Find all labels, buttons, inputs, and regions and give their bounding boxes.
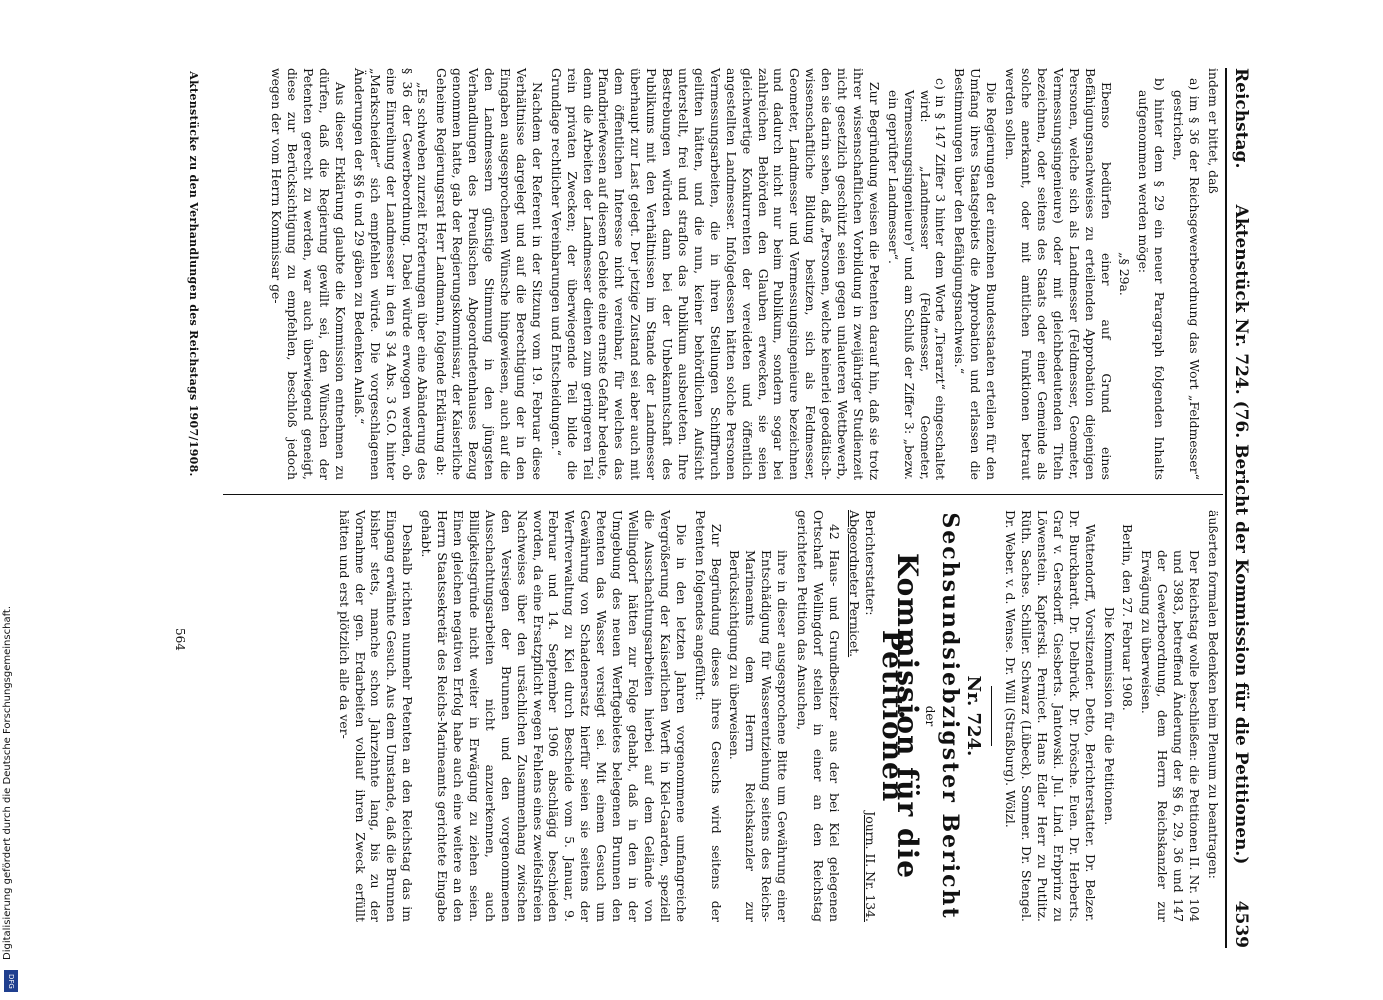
paragraph: indem er bittet, daß bbox=[1206, 68, 1221, 194]
header-center: Aktenstück Nr. 724. (76. Bericht der Kommission für die Petitionen.) bbox=[1231, 204, 1251, 865]
document-number: Nr. 724. bbox=[963, 675, 985, 757]
reporter-name: Abgeordneter Pernicet. bbox=[846, 510, 862, 658]
paragraph: c) in § 147 Ziffer 3 hinter dem Worte „Tierarzt“ eingeschaltet wird: „Landmesser (Feldmesser, Geometer, Vermessungsingenieure)“ und am Schluß der Ziffer 3: „bezw. ein geprüfter Landmesser“. bbox=[885, 78, 949, 480]
paragraph: Der Reichstag wolle beschließen: die Petitionen II. Nr. 104 und 3983, betreffend Änderung der §§ 6, 29, 36 und 147 der Gewerbeordnung, dem Herrn Reichskanzler zur Erwägung zu überweisen. bbox=[1139, 550, 1203, 922]
left-column bbox=[265, 68, 1221, 480]
title-der: der bbox=[923, 705, 938, 727]
paragraph: Nachdem der Referent in der Sitzung vom 19. Februar diese Verhältnisse dargelegt und auf die Berechtigung der in den Eingaben ausgesprochenen Wünsche hingewiesen, auch auf die den Landmessern günstige Stimmung in den jüngsten Verhandlungen des Preußischen Abgeordnetenhauses Bezug genommen hatte, gab der Regierungskommissar, der Kaiserliche Geheime Regierungsrat Herr Landmann, folgende Erklärung ab: bbox=[434, 68, 545, 480]
header-left: Reichstag. bbox=[1231, 68, 1251, 169]
commission-title: Kommission für die Petitionen bbox=[875, 552, 925, 880]
dfg-logo: DFG bbox=[4, 970, 18, 992]
paragraph: Die in den letzten Jahren vorgenommene umfangreiche Vergrößerung der Kaiserlichen Werft in Kiel-Gaarden, speziell die Ausschachtungsarbeiten hierbei auf dem Gelände von Wellingdorf hätten zur Folge gehabt, daß in den in der Umgebung des neuen Werftgebietes belegenen Brunnen den Petenten das Wasser versiegt sei. Mit einem Gesuch um Gewährung von Schadenersatz hierfür seien sie seitens der Werftverwaltung zu Kiel durch Bescheide vom 5. Januar, 9. Februar und 14. September 1906 abschlägig beschieden worden, da eine Ersatzpflicht wegen Fehlens eines zweifelsfreien Nachweises über den ursächlichen Zusammenhang zwischen den Versiegen der Brunnen und den vorgenommenen Ausschachtungsarbeiten nicht anzuerkennen, auch Billigkeitsgründe nicht weiter in Erwägung zu ziehen seien. Einen gleichen negativen Erfolg habe auch eine weitere an den Herrn Staatssekretär des Reichs-Marineamts gerichtete Eingabe gehabt. bbox=[419, 510, 689, 922]
right-column bbox=[333, 510, 1221, 922]
paragraph: Wattendorff, Vorsitzender. Detto, Berichterstatter. Dr. Belzer. Dr. Burckhardt. Dr. Delbrück. Dr. Drösche. Euen. Dr. Herberts. Graf v. Gersdorff. Giesberts. Jantowski. Jul. Lind. Erbprinz zu Löwenstein. Kapferski. Pernicet. Hans Edler Herr zu Putlitz. Rüth. Sachse. Schiller. Schwarz (Lübeck). Sommer. Dr. Stengel. Dr. Weber. v. d. Wense. Dr. Will (Straßburg). Wölzl. bbox=[1003, 510, 1098, 922]
paragraph: ihre in dieser ausgesprochene Bitte um Gewährung einer Entschädigung für Wasserentziehung seitens des Reichs-Marineamts dem Herrn Reichskanzler zur Berücksichtigung zu überweisen. bbox=[727, 550, 791, 922]
petition-intro: 42 Haus- und Grundbesitzer aus der bei Kiel gelegenen Ortschaft Wellingdorf stellen in einer an den Reichstag gerichteten Petition das Ansuchen, bbox=[795, 510, 842, 922]
header-page-number: 4539 bbox=[1231, 900, 1251, 948]
paragraph: a) im § 36 der Reichsgewerbeordnung das Wort „Feldmesser“ gestrichen, bbox=[1171, 78, 1203, 480]
running-header bbox=[1225, 68, 1261, 948]
column-divider bbox=[223, 494, 1223, 495]
reporter-label: Berichterstatter: bbox=[862, 510, 878, 616]
paragraph: Zur Begründung dieses ihres Gesuchs wird seitens der Petenten folgendes angeführt: bbox=[692, 510, 724, 922]
paragraph: Zur Begründung weisen die Petenten darauf hin, daß sie trotz ihrer wissenschaftlichen Vorbildung in zweijähriger Studienzeit nicht gesetzlich geschützt seien gegen unlauteren Wettbewerb, den sie darin sehen, daß „Personen, welche keinerlei geodätisch-wissenschaftliche Bildung besitzen, sich als Feldmesser, Geometer, Landmesser und Vermessungsingenieure bezeichnen und dadurch nicht nur beim Publikum, sondern sogar bei zahlreichen Behörden den Glauben erwecken, sie seien gleichwertige Konkurrenten der vereideten und öffentlich angestellten Landmesser. Infolgedessen hätten solche Personen Vermessungsarbeiten, die in ihren Stellungen Schiffbruch gelitten hätten, und die nun, keiner behördlichen Aufsicht unterstellt, frei und straflos das Publikum ausbeuteten. Ihre Bestrebungen würden dann bei der Unbekanntschaft des Publikums mit den Verhältnissen im Stande der Landmesser überhaupt zur Last gelegt. Der jetzige Zustand sei aber auch mit dem öffentlichen Interesse nicht vereinbar, für welches das Pfandbriefwesen auf diesem Gebiete eine ernste Gefahr bedeute, denn die Arbeiten der Landmesser dienten zum geringeren Teil rein privaten Zwecken; der überwiegende Teil bilde die Grundlage rechtlicher Vereinbarungen und Entscheidungen.“ bbox=[548, 68, 882, 480]
page-number: 564 bbox=[173, 628, 187, 651]
paragraph: Deshalb richten nunmehr Petenten an den Reichstag das im Eingang erwähnte Gesuch. Aus dem Umstande, daß die Brunnen bisher stets, manche schon Jahrzehnte lang, bis zu der Vornahme der gen. Erdarbeiten vollauf ihren Zweck erfüllt hätten und erst plötzlich alle da ver- bbox=[336, 510, 416, 922]
journal-reference: Journ. II. Nr. 134. bbox=[862, 811, 878, 922]
paragraph: Berlin, den 27. Februar 1908. bbox=[1120, 524, 1136, 711]
paragraph: Aus dieser Erklärung glaubte die Kommission entnehmen zu dürfen, daß die Regierung gewillt sei, den Wünschen der Petenten gerecht zu werden, war auch überwiegend geneigt, diese zur Berücksichtigung zu empfehlen, beschloß jedoch wegen der vom Herrn Kommissar ge- bbox=[269, 68, 348, 480]
paragraph: b) hinter dem § 29 ein neuer Paragraph folgenden Inhalts aufgenommen werden möge: bbox=[1136, 78, 1168, 480]
paragraph: „§ 29a. bbox=[1117, 252, 1133, 296]
paragraph: äußerten formalen Bedenken beim Plenum zu beantragen: bbox=[1206, 510, 1221, 879]
paragraph: Ebenso bedürfen einer auf Grund eines Befähigungsnachweises zu erteilenden Approbation diejenigen Personen, welche sich als Landmesser (Feldmesser, Geometer, Vermessungsingenieure) oder mit gleichbedeutenden Titeln bezeichnen, oder seitens des Staats oder einer Gemeinde als solche anerkannt, oder mit amtlichen Funktionen betraut werden sollen. bbox=[1003, 68, 1114, 480]
right-column-top bbox=[1002, 510, 1221, 922]
attribution-text: Digitalisierung gefördert durch die Deutsche Forschungsgemeinschaft. bbox=[2, 605, 13, 960]
separator-rule bbox=[991, 686, 992, 746]
report-title: Sechsundsiebzigster Bericht bbox=[937, 512, 964, 920]
footer: Aktenstücke zu den Verhandlungen des Reichstags 1907/1908. bbox=[187, 71, 200, 477]
right-column-body bbox=[336, 510, 790, 922]
paragraph: „Es schweben zurzeit Erörterungen über eine Abänderung des § 36 der Gewerbeordnung. Dabei würde erwogen werden, ob eine Einreihung der Landmesser in den § 34 Abs. 3 G.O. hinter „Markscheider“ sich empfehlen würde. Die vorgeschlagenen Änderungen der §§ 6 und 29 gäben zu Bedenken Anlaß.“ bbox=[351, 68, 431, 480]
paragraph: Die Kommission für die Petitionen. bbox=[1101, 606, 1117, 826]
reporter-row bbox=[846, 510, 862, 922]
paragraph: Die Regierungen der einzelnen Bundesstaaten erteilen für den Umfang ihres Staatsgebiets die Approbation und erlassen die Bestimmungen über den Befähigungsnachweis.“ bbox=[952, 68, 1000, 480]
